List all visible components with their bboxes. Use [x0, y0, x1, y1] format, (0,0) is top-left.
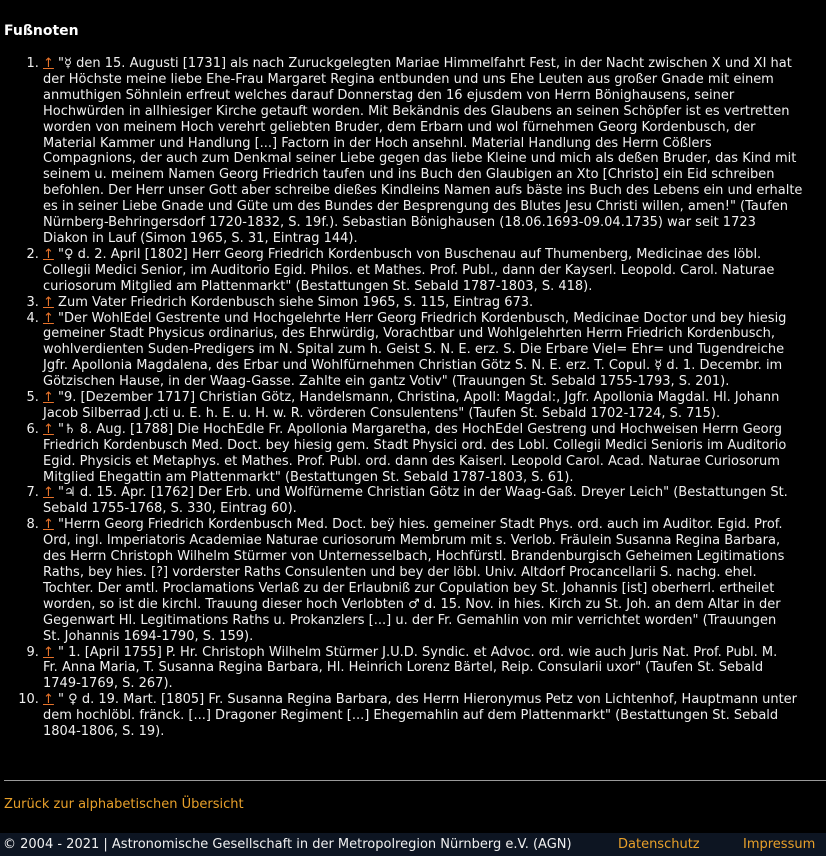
back-to-index-link[interactable]: Zurück zur alphabetischen Übersicht: [4, 797, 244, 812]
footnote-text-line: dem hochlöbl. fränck. [...] Dragoner Regiment [...] Ehegemahlin auf dem Plattenmarkt" (Bestattungen St. Sebald: [43, 708, 779, 724]
footnote-text-line: 1804-1806, S. 19).: [43, 724, 165, 740]
footnote-text-line: Nürnberg-Behringersdorf 1720-1832, S. 19f.). Sebastian Bönighausen (18.06.1693-09.04.1735) war seit 1723: [43, 215, 756, 231]
footnote-item: [43, 295, 826, 311]
footnote-text-line: "Herrn Georg Friedrich Kordenbusch Med. Doct. beÿ hies. gemeiner Stadt Phys. ord. auch im Auditor. Egid. Prof.: [58, 517, 783, 533]
footnote-text-line: Material Kammer und Handlung [...] Factorn in der Hoch ansehnl. Material Handlung des Herrn Cößlers: [43, 135, 712, 151]
footnote-item: [43, 517, 826, 644]
footnote-text-line: Mitglied Ehegattin am Plattenmarkt" (Bestattungen St. Sebald 1787-1803, S. 61).: [43, 469, 574, 485]
footnotes-heading: Fußnoten: [4, 23, 79, 39]
footnote-text-line: worden, so ist die kirchl. Trauung dieser hoch Verlobten ♂ d. 15. Nov. in hies. Kirch zu St. Joh. an dem Altar in der: [43, 596, 781, 612]
footnote-text-line: gemeiner Stadt Physicus ordinarius, des Ehrwürdig, Vorachtbar und Wohlgelehrten Herrn Friedrich Kordenbusch,: [43, 326, 775, 342]
footnote-item: [43, 422, 826, 486]
back-reference-arrow-icon[interactable]: ↑: [43, 644, 54, 660]
footer-copyright: © 2004 - 2021 | Astronomische Gesellschaft in der Metropolregion Nürnberg e.V. (AGN): [3, 837, 572, 852]
footnote-text-line: 1749-1769, S. 267).: [43, 676, 173, 692]
footnote-text-line: " ♀ d. 19. Mart. [1805] Fr. Susanna Regina Barbara, des Herrn Hieronymus Petz von Lichtenhof, Hauptmann unter: [58, 692, 798, 708]
footnote-text-line: befohlen. Der Herr unser Gott aber schreibe dießes Kindleins Namen aufs bäste ins Buch des Lebens ein und erhalte: [43, 183, 803, 199]
footnote-item: [43, 692, 826, 740]
back-reference-arrow-icon[interactable]: ↑: [43, 294, 54, 310]
footnote-text-line: curiosorum Mitglied am Plattenmarkt" (Bestattungen St. Sebald 1787-1803, S. 418).: [43, 278, 593, 294]
back-reference-arrow-icon[interactable]: ↑: [43, 310, 54, 326]
footnote-text-line: Götzischen Hause, in der Waag-Gasse. Zahlte ein gantz Votiv" (Trauungen St. Sebald 1755-1793, S. 201).: [43, 374, 730, 390]
footnote-text-line: der Höchste meine liebe Ehe-Frau Margaret Regina entbunden und uns Ehe Leuten aus großer Gnade mit einem: [43, 71, 774, 87]
footnote-text-line: Tochter. Der amtl. Proclamations Verlaß zu der Erlaubniß zur Copulation bey St. Johannis [ist] oberherrl. ertheilet: [43, 580, 775, 596]
back-reference-arrow-icon[interactable]: ↑: [43, 692, 54, 708]
footnote-text-line: "♀ d. 2. April [1802] Herr Georg Friedrich Kordenbusch von Buschenau auf Thumenberg, Medicinae des löbl.: [58, 246, 762, 262]
footnote-text-line: "♃ d. 15. Apr. [1762] Der Erb. und Wolfürneme Christian Götz in der Waag-Gaß. Dreyer Leich" (Bestattungen St.: [58, 485, 788, 501]
back-reference-arrow-icon[interactable]: ↑: [43, 421, 54, 437]
footnote-text-line: Jacob Silberrad J.cti u. E. h. E. u. H. w. R. vörderen Consulentens" (Taufen St. Sebald 1702-1724, S. 715).: [43, 405, 721, 421]
footnote-item: [43, 56, 826, 247]
footnote-text-line: Fr. Anna Maria, T. Susanna Regina Barbara, Hl. Heinrich Lorenz Bärtel, Reip. Consularii uxor" (Taufen St. Sebald: [43, 660, 764, 676]
footnote-text-line: " 1. [April 1755] P. Hr. Christoph Wilhelm Stürmer J.U.D. Syndic. et Advoc. ord. wie auch Juris Nat. Prof. Publ. M.: [58, 644, 778, 660]
footnote-text-line: Friedrich Kordenbusch Med. Doct. bey hiesig gem. Stadt Physici ord. des Lobl. Collegii Medici Senioris im Auditorio: [43, 437, 787, 453]
footnote-text-line: Jgfr. Apollonia Magdalena, des Erbar und Wohlfürnehmen Christian Götz S. N. E. erz. T. Copul. ☿ d. 1. Decembr. im: [43, 358, 783, 374]
footnote-text-line: Zum Vater Friedrich Kordenbusch siehe Simon 1965, S. 115, Eintrag 673.: [58, 294, 534, 310]
back-reference-arrow-icon[interactable]: ↑: [43, 56, 54, 71]
footnote-item: [43, 485, 826, 517]
footnote-text-line: anmuthigen Söhnlein erfreut welches darauf Donnerstag den 16 ejusdem von Herrn Bönighausens, seiner: [43, 87, 735, 103]
footnote-text-line: "Der WohlEdel Gestrente und Hochgelehrte Herr Georg Friedrich Kordenbusch, Medicinae Doctor und bey hiesig: [58, 310, 787, 326]
footnote-text-line: "☿ den 15. Augusti [1731] als nach Zuruckgelegten Mariae Himmelfahrt Fest, in der Nacht zwischen X und XI hat: [58, 56, 792, 71]
footnote-text-line: Sebald 1755-1768, S. 330, Eintrag 60).: [43, 501, 297, 517]
footnotes-list: [0, 56, 826, 740]
footnote-text-line: Compagnions, der auch zum Denkmal seiner Liebe gegen das liebe Kleine und mich als deßen Bruder, das Kind mit: [43, 151, 797, 167]
privacy-link[interactable]: Datenschutz: [618, 837, 700, 852]
divider: [4, 780, 826, 781]
footnote-text-line: Gegenwart Hl. Legitimations Raths u. Prokanzlers [...] u. der Fr. Gemahlin von mir verrichtet worden" (Trauungen: [43, 612, 777, 628]
footnote-text-line: Hochwürden in allhiesiger Kirche getauft worden. Mit Bekändnis des Glaubens an seinen Schöpfer ist es vertretten: [43, 103, 790, 119]
footnote-text-line: "♄ 8. Aug. [1788] Die HochEdle Fr. Apollonia Margaretha, des HochEdel Gestreng und Hochweisen Herrn Georg: [58, 421, 782, 437]
footnote-text-line: des Herrn Christoph Wilhelm Stürmer von Unternesselbach, Hochfürstl. Brandenburgisch Geheimen Legitimations: [43, 549, 785, 565]
footnote-text-line: "9. [Dezember 1717] Christian Götz, Handelsmann, Christina, Apoll: Magdal:, Jgfr. Apollonia Magdal. Hl. Johann: [58, 390, 780, 406]
footnote-text-line: Egid. Physicis et Metaphys. et Mathes. Prof. Publ. ord. dann des Kaiserl. Leopold Carol. Acad. Naturae Curiosorum: [43, 453, 780, 469]
imprint-link[interactable]: Impressum: [743, 837, 816, 852]
footnote-item: [43, 390, 826, 422]
footnote-text-line: es in seiner Liebe Gnade und Güte um des Bundes der Besprengung des Blutes Jesu Christi willen, amen!" (Taufen: [43, 199, 788, 215]
footnote-text-line: Ord, ingl. Imperiatoris Academiae Naturae curiosorum Membrum mit s. Verlob. Fräulein Susanna Regina Barbara,: [43, 533, 781, 549]
back-reference-arrow-icon[interactable]: ↑: [43, 390, 54, 406]
back-reference-arrow-icon[interactable]: ↑: [43, 517, 54, 533]
footnote-text-line: wohlverdienten Suden-Predigers im N. Spital zum h. Geist S. N. E. erz. S. Die Erbare Viel= Ehr= und Tugendreiche: [43, 342, 785, 358]
back-reference-arrow-icon[interactable]: ↑: [43, 246, 54, 262]
footnote-item: [43, 247, 826, 295]
footnote-text-line: seinem u. meinem Namen Georg Friedrich taufen und ins Buch den Glaubigen an Xto [Christo] ein Eid schreiben: [43, 167, 775, 183]
back-reference-arrow-icon[interactable]: ↑: [43, 485, 54, 501]
footnote-text-line: worden von meinem Hoch verehrt geliebten Bruder, dem Erbarn und wol fürnehmen Georg Kordenbusch, der: [43, 119, 756, 135]
footnote-text-line: Raths, bey hies. [?] vorderster Raths Consulenten und bey der löbl. Univ. Altdorf Procancellarii S. nachg. ehel.: [43, 565, 757, 580]
footnote-text-line: St. Johannis 1694-1790, S. 159).: [43, 628, 254, 644]
footnote-text-line: Diakon in Lauf (Simon 1965, S. 31, Eintrag 144).: [43, 230, 358, 246]
footnote-item: [43, 311, 826, 391]
footnote-item: [43, 645, 826, 693]
site-footer: [0, 833, 826, 856]
footnote-text-line: Collegii Medici Senior, im Auditorio Egid. Philos. et Mathes. Prof. Publ., dann der Kayserl. Leopold. Carol. Naturae: [43, 262, 775, 278]
